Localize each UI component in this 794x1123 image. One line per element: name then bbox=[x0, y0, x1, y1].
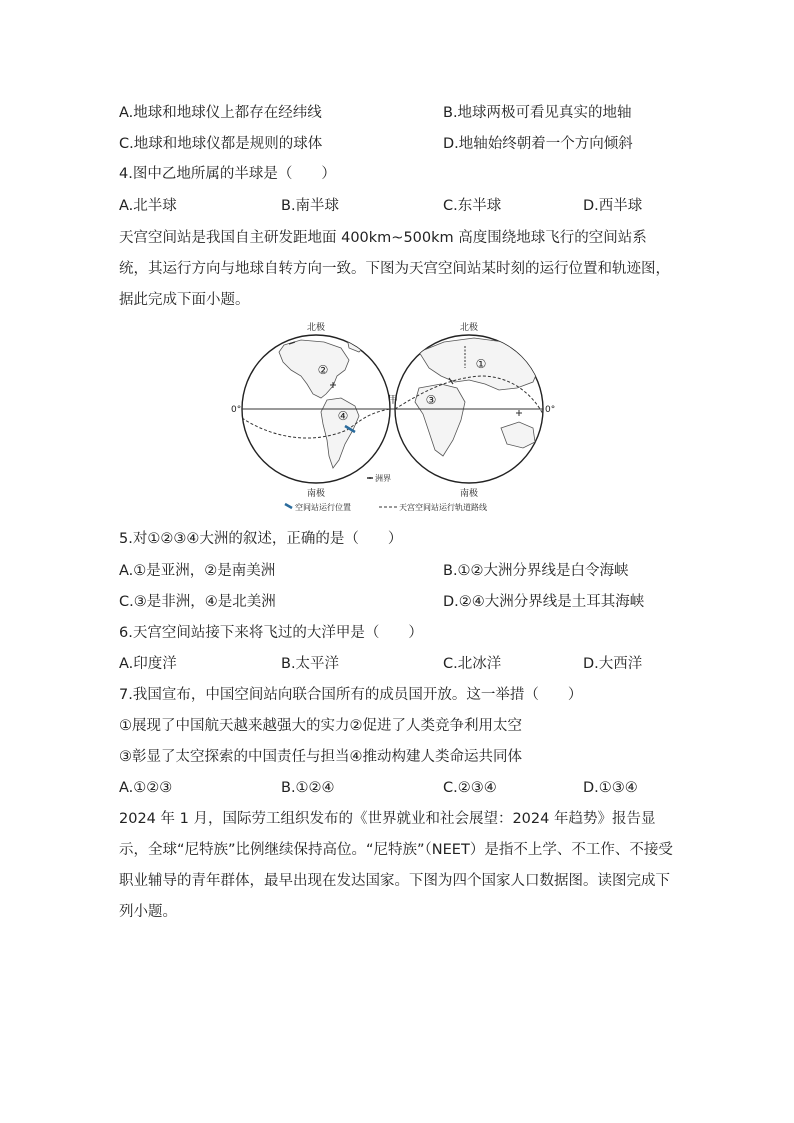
q7-statement-2: ③彰显了太空探索的中国责任与担当④推动构建人类命运共同体 bbox=[119, 749, 522, 765]
south-pole-right-label: 南极 bbox=[459, 489, 479, 499]
legend-station-label: 空间站运行位置 bbox=[295, 503, 351, 512]
q5-option-a: A.①是亚洲，②是南美洲 bbox=[119, 563, 276, 579]
q4-option-a: A.北半球 bbox=[119, 198, 177, 214]
north-pole-left-label: 北极 bbox=[306, 323, 326, 333]
q7-statement-1: ①展现了中国航天越来越强大的实力②促进了人类竞争利用太空 bbox=[119, 718, 522, 734]
q5-stem: 5.对①②③④大洲的叙述，正确的是（ ） bbox=[119, 531, 403, 547]
q3-option-b: B.地球两极可看见真实的地轴 bbox=[443, 105, 632, 121]
q6-option-a: A.印度洋 bbox=[119, 656, 177, 672]
q7-option-c: C.②③④ bbox=[443, 780, 497, 796]
hemisphere-map-figure bbox=[229, 318, 563, 518]
q6-option-c: C.北冰洋 bbox=[443, 656, 502, 672]
q5-option-b: B.①②大洲分界线是白令海峡 bbox=[443, 563, 629, 579]
continent-2-label: ② bbox=[317, 363, 329, 377]
ocean-jia-label: 甲 bbox=[388, 395, 398, 406]
q7-option-a: A.①②③ bbox=[119, 780, 173, 796]
continent-1-label: ① bbox=[475, 357, 487, 371]
q4-option-b: B.南半球 bbox=[281, 198, 340, 214]
q6-option-d: D.大西洋 bbox=[583, 656, 643, 672]
q5-option-d: D.②④大洲分界线是土耳其海峡 bbox=[443, 594, 645, 610]
q5-option-c: C.③是非洲，④是北美洲 bbox=[119, 594, 276, 610]
q6-stem: 6.天宫空间站接下来将飞过的大洋甲是（ ） bbox=[119, 625, 423, 641]
intro-paragraph-space-station: 天宫空间站是我国自主研发距地面 400km~500km 高度围绕地球飞行的空间站系统，其运行方向与地球自转方向一致。下图为天宫空间站某时刻的运行位置和轨迹图，据此完成下面小题。 bbox=[119, 230, 670, 308]
q6-option-b: B.太平洋 bbox=[281, 656, 340, 672]
q3-option-c: C.地球和地球仪都是规则的球体 bbox=[119, 136, 323, 152]
continent-4-label: ④ bbox=[337, 409, 349, 423]
q3-option-a: A.地球和地球仪上都存在经纬线 bbox=[119, 105, 322, 121]
q3-option-d: D.地轴始终朝着一个方向倾斜 bbox=[443, 136, 633, 152]
equator-left-label: 0° bbox=[231, 405, 242, 415]
q4-option-c: C.东半球 bbox=[443, 198, 502, 214]
q7-option-d: D.①③④ bbox=[583, 780, 638, 796]
south-pole-left-label: 南极 bbox=[306, 489, 326, 499]
intro-paragraph-neet: 2024 年 1 月，国际劳工组织发布的《世界就业和社会展望：2024 年趋势》报告显示，全球“尼特族”比例继续保持高位。“尼特族”（NEET）是指不上学、不工作、不接受职业辅导的青年群体，最早出现在发达国家。下图为四个国家人口数据图。读图完成下列小题。 bbox=[119, 811, 673, 920]
north-pole-right-label: 北极 bbox=[459, 323, 479, 333]
q7-stem: 7.我国宣布，中国空间站向联合国所有的成员国开放。这一举措（ ） bbox=[119, 687, 583, 703]
legend-orbit-label: 天宫空间站运行轨道路线 bbox=[399, 503, 487, 512]
legend-boundary-label: 洲界 bbox=[375, 474, 391, 483]
q4-stem: 4.图中乙地所属的半球是（ ） bbox=[119, 166, 336, 182]
continent-3-label: ③ bbox=[425, 393, 437, 407]
q4-option-d: D.西半球 bbox=[583, 198, 643, 214]
q7-option-b: B.①②④ bbox=[281, 780, 335, 796]
equator-right-label: 0° bbox=[545, 405, 556, 415]
